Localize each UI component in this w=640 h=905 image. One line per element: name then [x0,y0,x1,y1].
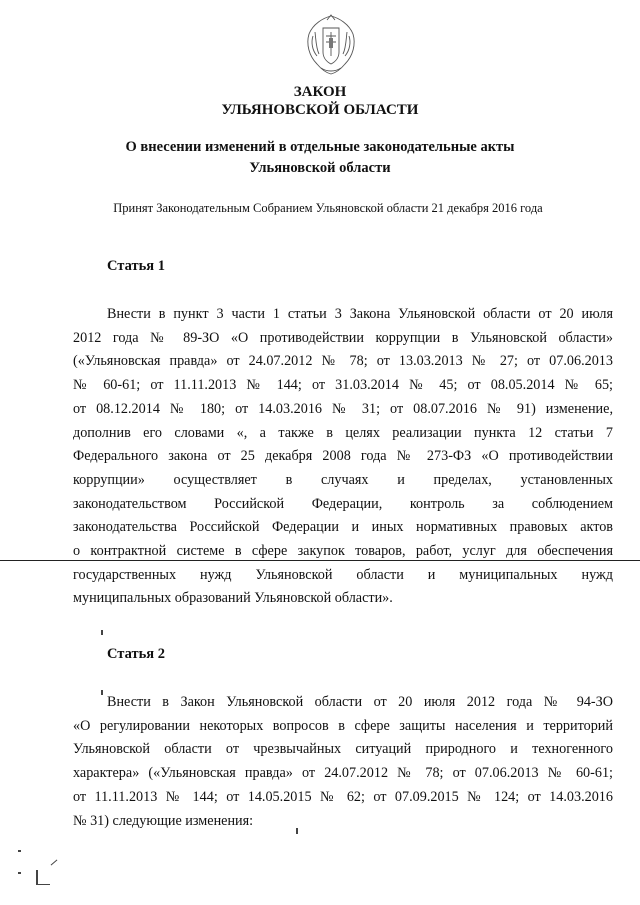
text-line: Ульяновской области от чрезвычайных ситуаций природного и техногенного [73,741,613,758]
scan-speck [101,690,103,695]
text-line: Федерального закона от 25 декабря 2008 года № 273-ФЗ «О противодействии [73,448,613,465]
text-line: характера» («Ульяновская правда» от 24.07.2012 № 78; от 07.06.2013 № 60-61; [73,765,613,782]
text-line: № 31) следующие изменения: [73,812,254,829]
subject-line-1: О внесении изменений в отдельные законодательные акты [125,139,515,155]
region-name: УЛЬЯНОВСКОЙ ОБЛАСТИ [221,102,419,118]
text-line: («Ульяновская правда» от 24.07.2012 № 78; от 13.03.2013 № 27; от 07.06.2013 [73,353,613,370]
text-line: законодательством Российской Федерации, контроль за соблюдением [73,495,613,512]
scan-speck [18,850,21,852]
law-subject [0,137,640,179]
text-line: 2012 года № 89-ЗО «О противодействии коррупции в Ульяновской области» [73,329,613,346]
text-line: законодательства Российской Федерации и иных нормативных правовых актов [73,519,613,536]
text-line: от 08.12.2014 № 180; от 14.03.2016 № 31; от 08.07.2016 № 91) изменение, [73,400,613,417]
scan-speck [18,872,21,874]
article-1-heading: Статья 1 [107,258,165,274]
article-1-text [73,303,613,611]
subject-line-2: Ульяновской области [249,160,391,176]
adoption-note: Принят Законодательным Собранием Ульяновской области 21 декабря 2016 года [113,201,543,215]
scan-speck [36,884,50,885]
law-title-word: ЗАКОН [293,84,347,100]
article-2-text [73,691,613,833]
text-line: муниципальных образований Ульяновской области». [73,590,393,607]
article-2-heading: Статья 2 [107,646,165,662]
text-line: № 60-61; от 11.11.2013 № 144; от 31.03.2014 № 45; от 08.05.2014 № 65; [73,377,613,394]
scan-speck [51,860,58,866]
scan-speck [296,828,298,834]
text-line: от 11.11.2013 № 144; от 14.05.2015 № 62; от 07.09.2015 № 124; от 14.03.2016 [73,788,613,805]
text-line: государственных нужд Ульяновской области и муниципальных нужд [73,566,613,583]
text-line: о контрактной системе в сфере закупок товаров, работ, услуг для обеспечения [73,543,613,560]
scan-speck [36,870,38,884]
scan-speck [101,630,103,635]
text-line: дополнив его словами «, а также в целях реализации пункта 12 статьи 7 [73,424,613,441]
law-title [0,83,640,119]
text-line: «О регулировании некоторых вопросов в сфере защиты населения и территорий [73,717,613,734]
scan-artifact-line [0,560,640,561]
text-line: Внести в Закон Ульяновской области от 20 июля 2012 года № 94-ЗО [107,694,613,710]
text-line: Внести в пункт 3 части 1 статьи 3 Закона Ульяновской области от 20 июля [107,306,613,322]
coat-of-arms-emblem [303,12,359,78]
text-line: коррупции» осуществляет в случаях и пределах, установленных [73,471,613,488]
